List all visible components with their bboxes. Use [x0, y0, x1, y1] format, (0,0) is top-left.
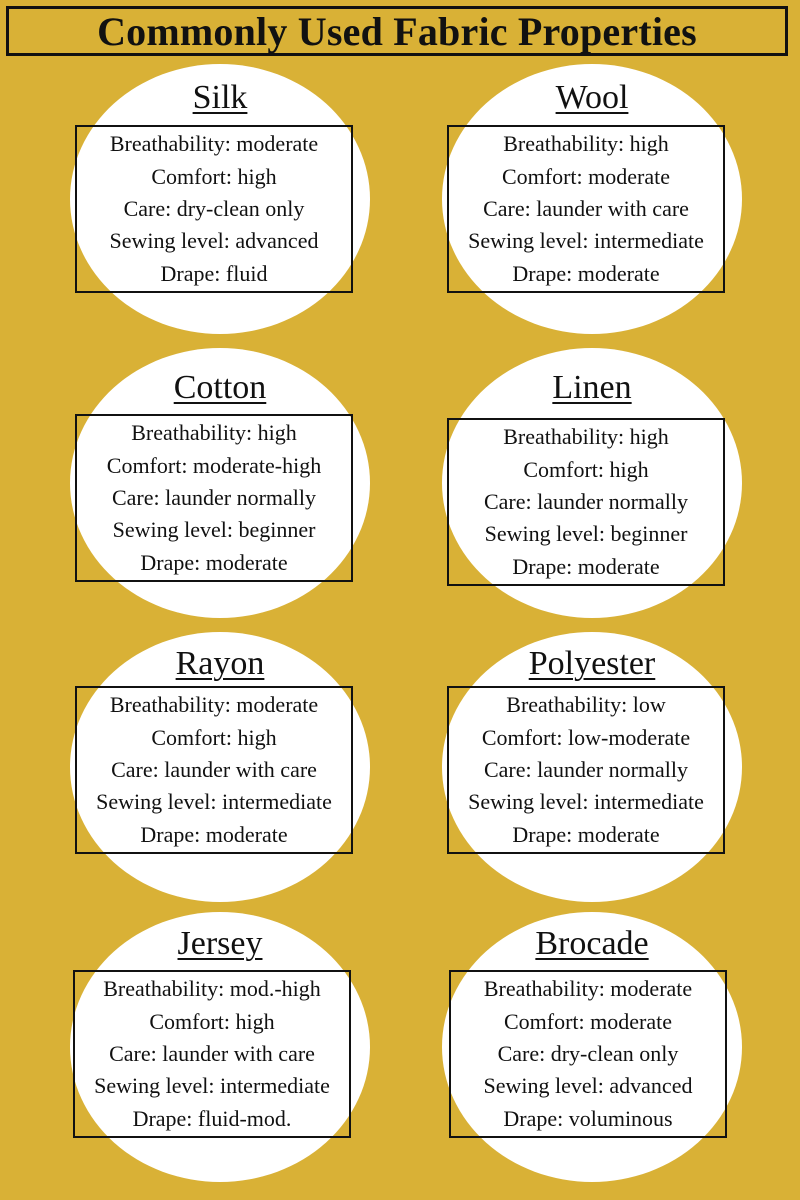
property-care: Care: launder normally [111, 484, 317, 510]
property-comfort: Comfort: high [523, 456, 649, 482]
fabric-name: Cotton [173, 369, 267, 406]
property-breathability: Breathability: moderate [109, 131, 319, 157]
fabric-card-brocade [442, 912, 742, 1182]
property-comfort: Comfort: moderate [501, 163, 670, 189]
property-care: Care: dry-clean only [497, 1040, 679, 1066]
fabric-card-cotton [70, 348, 370, 618]
property-comfort: Comfort: high [149, 1008, 275, 1034]
fabric-name: Polyester [528, 645, 656, 682]
property-breathability: Breathability: moderate [483, 976, 693, 1002]
fabric-name: Brocade [535, 925, 649, 962]
properties-box [449, 970, 727, 1138]
property-comfort: Comfort: low-moderate [481, 724, 691, 750]
fabric-card-rayon [70, 632, 370, 902]
property-breathability: Breathability: moderate [109, 692, 319, 718]
property-drape: Drape: fluid-mod. [132, 1105, 292, 1131]
properties-box [75, 414, 353, 582]
title-box [6, 6, 788, 56]
fabric-card-silk [70, 64, 370, 334]
fabric-name: Silk [192, 79, 248, 116]
properties-box [447, 686, 725, 854]
properties-box [75, 686, 353, 854]
fabric-name: Rayon [175, 645, 265, 682]
property-sewing-level: Sewing level: intermediate [468, 228, 704, 254]
property-sewing-level: Sewing level: intermediate [96, 789, 332, 815]
properties-box [73, 970, 351, 1138]
property-sewing-level: Sewing level: beginner [484, 521, 688, 547]
property-drape: Drape: moderate [140, 821, 288, 847]
property-sewing-level: Sewing level: intermediate [94, 1073, 330, 1099]
property-breathability: Breathability: high [503, 424, 669, 450]
properties-box [75, 125, 353, 293]
property-comfort: Comfort: high [151, 163, 277, 189]
fabric-name: Jersey [177, 925, 263, 962]
fabric-card-jersey [70, 912, 370, 1182]
property-drape: Drape: moderate [512, 260, 660, 286]
property-sewing-level: Sewing level: advanced [109, 228, 319, 254]
property-care: Care: dry-clean only [123, 195, 305, 221]
property-care: Care: launder normally [483, 488, 689, 514]
page-title: Commonly Used Fabric Properties [97, 8, 697, 54]
property-sewing-level: Sewing level: advanced [483, 1073, 693, 1099]
property-sewing-level: Sewing level: intermediate [468, 789, 704, 815]
properties-box [447, 418, 725, 586]
property-care: Care: launder with care [111, 756, 317, 782]
fabric-card-wool [442, 64, 742, 334]
property-drape: Drape: moderate [140, 549, 288, 575]
property-drape: Drape: fluid [160, 260, 268, 286]
property-drape: Drape: moderate [512, 821, 660, 847]
fabric-name: Wool [555, 79, 629, 116]
property-breathability: Breathability: high [131, 420, 297, 446]
property-comfort: Comfort: moderate [503, 1008, 672, 1034]
property-breathability: Breathability: mod.-high [103, 976, 321, 1002]
fabric-card-linen [442, 348, 742, 618]
property-comfort: Comfort: moderate-high [106, 452, 322, 478]
property-sewing-level: Sewing level: beginner [112, 517, 316, 543]
property-breathability: Breathability: low [506, 692, 666, 718]
property-breathability: Breathability: high [503, 131, 669, 157]
property-care: Care: launder with care [109, 1040, 315, 1066]
fabric-card-polyester [442, 632, 742, 902]
property-drape: Drape: moderate [512, 553, 660, 579]
properties-box [447, 125, 725, 293]
property-care: Care: launder normally [483, 756, 689, 782]
property-drape: Drape: voluminous [503, 1105, 673, 1131]
property-care: Care: launder with care [483, 195, 689, 221]
fabric-name: Linen [552, 369, 632, 406]
property-comfort: Comfort: high [151, 724, 277, 750]
